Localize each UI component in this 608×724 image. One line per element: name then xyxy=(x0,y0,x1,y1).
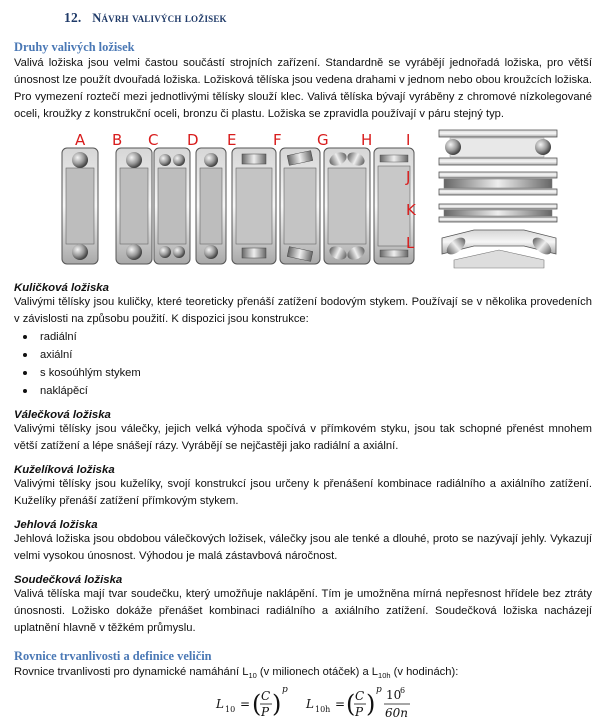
section-heading: Jehlová ložiska xyxy=(14,519,98,531)
chapter-title xyxy=(64,10,227,26)
bearing-e xyxy=(232,148,276,264)
label-e: E xyxy=(227,131,237,149)
section-text: Valivá tělíska mají tvar soudečku, který umožňuje naklápění. Tím je umožněna mírná nepřesnost hřídele bez ztráty únosnosti. Ložisko dokáže přenášet kombinaci radiálního a axiálního zatížení. Soudečková ložiska nacházejí uplatnění hlavně v těžkém průmyslu. xyxy=(14,588,592,634)
svg-text:10: 10 xyxy=(386,688,402,702)
svg-text:10: 10 xyxy=(225,705,236,714)
svg-text:P: P xyxy=(355,705,364,719)
formula-l10h: L xyxy=(306,697,314,711)
svg-text:(: ( xyxy=(252,690,262,718)
bearing-l xyxy=(442,230,556,268)
svg-text:10h: 10h xyxy=(315,705,331,714)
bearing-d xyxy=(196,148,226,264)
section-text: Valivými tělísky jsou válečky, jejich velká výhoda spočívá v přímkovém styku, jsou tak schopné přenést mnohem větší zatížení a lépe snášejí rázy. Vyrábějí se nejčastěji jako radiální a axiální. xyxy=(14,423,592,452)
svg-text:P: P xyxy=(261,705,270,719)
bearing-j xyxy=(439,172,557,195)
section-text: Jehlová ložiska jsou obdobou válečkových ložisek, válečky jsou ale tenké a dlouhé, proto se nazývají jehly. Vykazují velmi vysokou únosnost. Výhodou je malá zástavbová náročnost. xyxy=(14,533,592,562)
label-f: F xyxy=(273,131,282,149)
section-kulickova xyxy=(14,282,592,400)
section-text: Valivými tělísky jsou kuželíky, svojí konstrukcí jsou určeny k přenášení kombinace radiálního a axiálního zatížení. Kuželíky přenáší zatížení přímkovým stykem. xyxy=(14,478,592,507)
section-jehlova xyxy=(14,519,592,565)
bearing-g xyxy=(324,148,370,264)
label-k: K xyxy=(406,201,416,219)
construction-list xyxy=(14,328,592,400)
list-item: s kosoúhlým stykem xyxy=(14,364,592,382)
bearing-k xyxy=(439,204,557,222)
chapter-number: 12. xyxy=(64,10,82,25)
list-item: axiální xyxy=(14,346,592,364)
svg-text:=: = xyxy=(240,697,251,711)
section-text: Valivými tělísky jsou kuličky, které teoreticky přenáší zatížení bodovým stykem. Používají se v několika provedeních v závislosti na způsobu použití. K dispozici jsou konstrukce: xyxy=(14,296,592,325)
section-valeckova xyxy=(14,409,592,455)
section-text: Rovnice trvanlivosti pro dynamické namáhání $L_{10}$ (v milionech otáček) a $L_{10h}$ (v hodinách): xyxy=(14,666,459,681)
label-c: C xyxy=(148,131,159,149)
label-l: L xyxy=(406,234,415,252)
section-heading: Kuželíková ložiska xyxy=(14,464,115,476)
bearing-b xyxy=(116,148,152,264)
label-b: B xyxy=(112,131,123,149)
list-item: naklápěcí xyxy=(14,382,592,400)
list-item: radiální xyxy=(14,328,592,346)
bearing-f xyxy=(280,148,320,264)
svg-text:p: p xyxy=(376,685,382,695)
section-druhy xyxy=(14,40,592,123)
section-heading: Rovnice trvanlivosti a definice veličin xyxy=(14,649,212,663)
bearing-c xyxy=(154,148,190,264)
svg-text:=: = xyxy=(335,697,346,711)
chapter-name: Návrh valivých ložisek xyxy=(92,11,227,25)
svg-text:p: p xyxy=(282,685,288,695)
svg-text:(: ( xyxy=(346,690,356,718)
section-heading: Válečková ložiska xyxy=(14,409,111,421)
section-rovnice xyxy=(14,649,592,684)
label-d: D xyxy=(187,131,199,149)
label-h: H xyxy=(361,131,373,149)
section-heading: Soudečková ložiska xyxy=(14,574,123,586)
section-text: Valivá ložiska jsou velmi častou součástí strojních zařízení. Standardně se vyrábějí jednořadá ložiska, pro větší únosnost lze použít dvouřadá ložiska. Ložisková tělíska jsou vedena drahami v jednom nebo obou kroužcích ložiska. Pro vymezení roztečí mezi jednotlivými tělísky slouží klec. Valivá tělíska bývají vyráběny z chromové nízkolegované oceli, kroužky z konstrukční oceli, bronzu či plastu. Ložiska se zpravidla používají v páru stejný typ. xyxy=(14,57,592,120)
formula-l10: L xyxy=(216,697,224,711)
section-kuzelikova xyxy=(14,464,592,510)
section-soudeckova xyxy=(14,574,592,637)
bearing-i xyxy=(439,130,557,165)
svg-text:): ) xyxy=(366,690,376,718)
svg-text:C: C xyxy=(261,689,271,703)
section-heading: Druhy valivých ložisek xyxy=(14,40,135,54)
label-a: A xyxy=(75,131,86,149)
svg-text:60n: 60n xyxy=(385,706,408,720)
svg-text:C: C xyxy=(355,689,365,703)
section-heading: Kuličková ložiska xyxy=(14,282,109,294)
label-g: G xyxy=(317,131,329,149)
label-j: J xyxy=(406,168,411,186)
life-formula xyxy=(214,682,434,722)
bearing-a xyxy=(62,148,98,264)
svg-text:): ) xyxy=(272,690,282,718)
svg-text:6: 6 xyxy=(400,686,406,695)
label-i: I xyxy=(406,131,411,149)
